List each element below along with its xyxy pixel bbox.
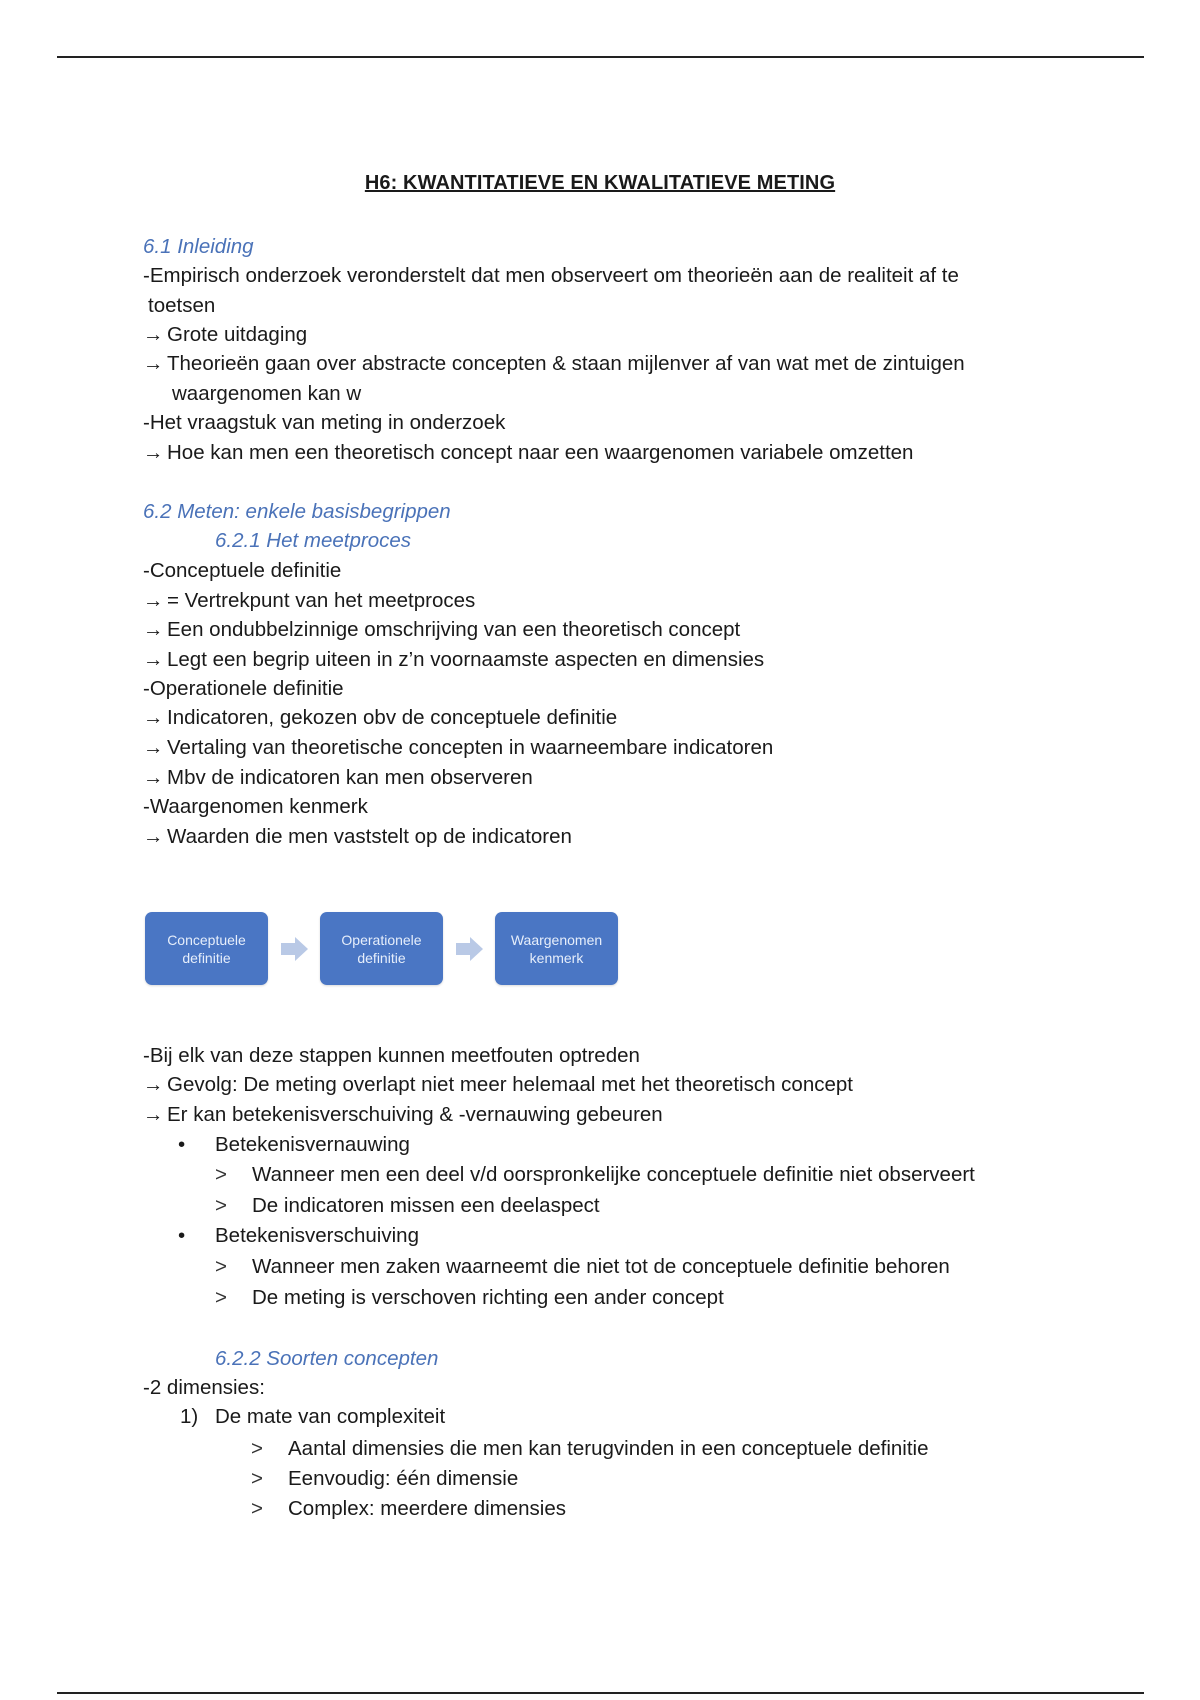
flow-step-conceptual <box>145 912 268 985</box>
gt-icon: > <box>251 1437 263 1460</box>
list-item: Wanneer men een deel v/d oorspronkelijke conceptuele definitie niet observeert <box>252 1163 975 1186</box>
arrow-line <box>143 764 533 792</box>
gt-icon: > <box>251 1497 263 1520</box>
bottom-rule <box>57 1692 1144 1694</box>
list-item: Wanneer men zaken waarneemt die niet tot de conceptuele definitie behoren <box>252 1255 950 1278</box>
arrow-icon: → <box>143 1103 164 1126</box>
arrow-icon: → <box>143 648 164 671</box>
bullet-icon: • <box>178 1133 186 1156</box>
arrow-line <box>143 350 965 378</box>
subsection-heading-6-2-2: 6.2.2 Soorten concepten <box>215 1347 439 1370</box>
arrow-icon: → <box>143 352 164 375</box>
numbered-label: De mate van complexiteit <box>215 1405 446 1428</box>
gt-icon: > <box>215 1255 227 1278</box>
top-rule <box>57 56 1144 58</box>
bullet-icon: • <box>178 1224 186 1247</box>
text-line: Grote uitdaging <box>167 323 308 346</box>
text-line: Mbv de indicatoren kan men observeren <box>167 766 533 789</box>
arrow-icon: → <box>143 441 164 464</box>
text-line: Er kan betekenisverschuiving & -vernauwing gebeuren <box>167 1103 663 1126</box>
text-line: -Waargenomen kenmerk <box>143 795 368 818</box>
flow-step-operational <box>320 912 443 985</box>
arrow-line <box>143 1101 663 1129</box>
gt-icon: > <box>215 1163 227 1186</box>
arrow-icon: → <box>143 1073 164 1096</box>
arrow-line <box>143 616 740 644</box>
arrow-icon: → <box>143 736 164 759</box>
text-line: Hoe kan men een theoretisch concept naar een waargenomen variabele omzetten <box>167 441 914 464</box>
flow-step-label: Waargenomen kenmerk <box>510 931 603 966</box>
text-line: -Conceptuele definitie <box>143 559 342 582</box>
text-line: -Bij elk van deze stappen kunnen meetfouten optreden <box>143 1044 640 1067</box>
section-heading-6-1: 6.1 Inleiding <box>143 235 254 258</box>
arrow-icon: → <box>143 323 164 346</box>
flow-step-observed <box>495 912 618 985</box>
flow-arrow-icon <box>456 935 484 963</box>
text-line: Indicatoren, gekozen obv de conceptuele definitie <box>167 706 618 729</box>
arrow-line <box>143 587 475 615</box>
flow-step-label: Conceptuele definitie <box>167 931 246 966</box>
arrow-line <box>143 439 913 467</box>
text-line: Een ondubbelzinnige omschrijving van een theoretisch concept <box>167 618 741 641</box>
arrow-line <box>143 823 572 851</box>
arrow-line <box>143 321 307 349</box>
text-line: Waarden die men vaststelt op de indicatoren <box>167 825 572 848</box>
text-line: -2 dimensies: <box>143 1376 265 1399</box>
text-line: toetsen <box>148 294 216 317</box>
arrow-icon: → <box>143 589 164 612</box>
page-title: H6: KWANTITATIEVE EN KWALITATIEVE METING <box>364 172 836 194</box>
text-line: Legt een begrip uiteen in z’n voornaamste aspecten en dimensies <box>167 648 765 671</box>
bullet-label: Betekenisverschuiving <box>215 1224 419 1247</box>
arrow-line <box>143 734 773 762</box>
flow-arrow-icon <box>281 935 309 963</box>
flow-step-label: Operationele definitie <box>341 931 422 966</box>
arrow-icon: → <box>143 766 164 789</box>
gt-icon: > <box>215 1194 227 1217</box>
arrow-line <box>143 704 617 732</box>
list-item: Aantal dimensies die men kan terugvinden in een conceptuele definitie <box>288 1437 929 1460</box>
arrow-line <box>143 646 764 674</box>
text-line: Gevolg: De meting overlapt niet meer helemaal met het theoretisch concept <box>167 1073 853 1096</box>
list-item: De meting is verschoven richting een ander concept <box>252 1286 724 1309</box>
arrow-icon: → <box>143 618 164 641</box>
list-item: Complex: meerdere dimensies <box>288 1497 567 1520</box>
text-line: -Het vraagstuk van meting in onderzoek <box>143 411 506 434</box>
list-item: Eenvoudig: één dimensie <box>288 1467 519 1490</box>
text-line: waargenomen kan w <box>172 382 362 405</box>
gt-icon: > <box>251 1467 263 1490</box>
text-line: -Empirisch onderzoek veronderstelt dat men observeert om theorieën aan de realiteit af te <box>143 264 959 287</box>
text-line: Theorieën gaan over abstracte concepten & staan mijlenver af van wat met de zintuigen <box>167 352 965 375</box>
text-line: = Vertrekpunt van het meetproces <box>167 589 476 612</box>
text-line: Vertaling van theoretische concepten in waarneembare indicatoren <box>167 736 774 759</box>
gt-icon: > <box>215 1286 227 1309</box>
bullet-label: Betekenisvernauwing <box>215 1133 410 1156</box>
subsection-heading-6-2-1: 6.2.1 Het meetproces <box>215 529 411 552</box>
arrow-icon: → <box>143 825 164 848</box>
text-line: -Operationele definitie <box>143 677 344 700</box>
section-heading-6-2: 6.2 Meten: enkele basisbegrippen <box>143 500 451 523</box>
list-item: De indicatoren missen een deelaspect <box>252 1194 600 1217</box>
arrow-icon: → <box>143 706 164 729</box>
arrow-line <box>143 1071 853 1099</box>
list-number: 1) <box>180 1405 199 1428</box>
